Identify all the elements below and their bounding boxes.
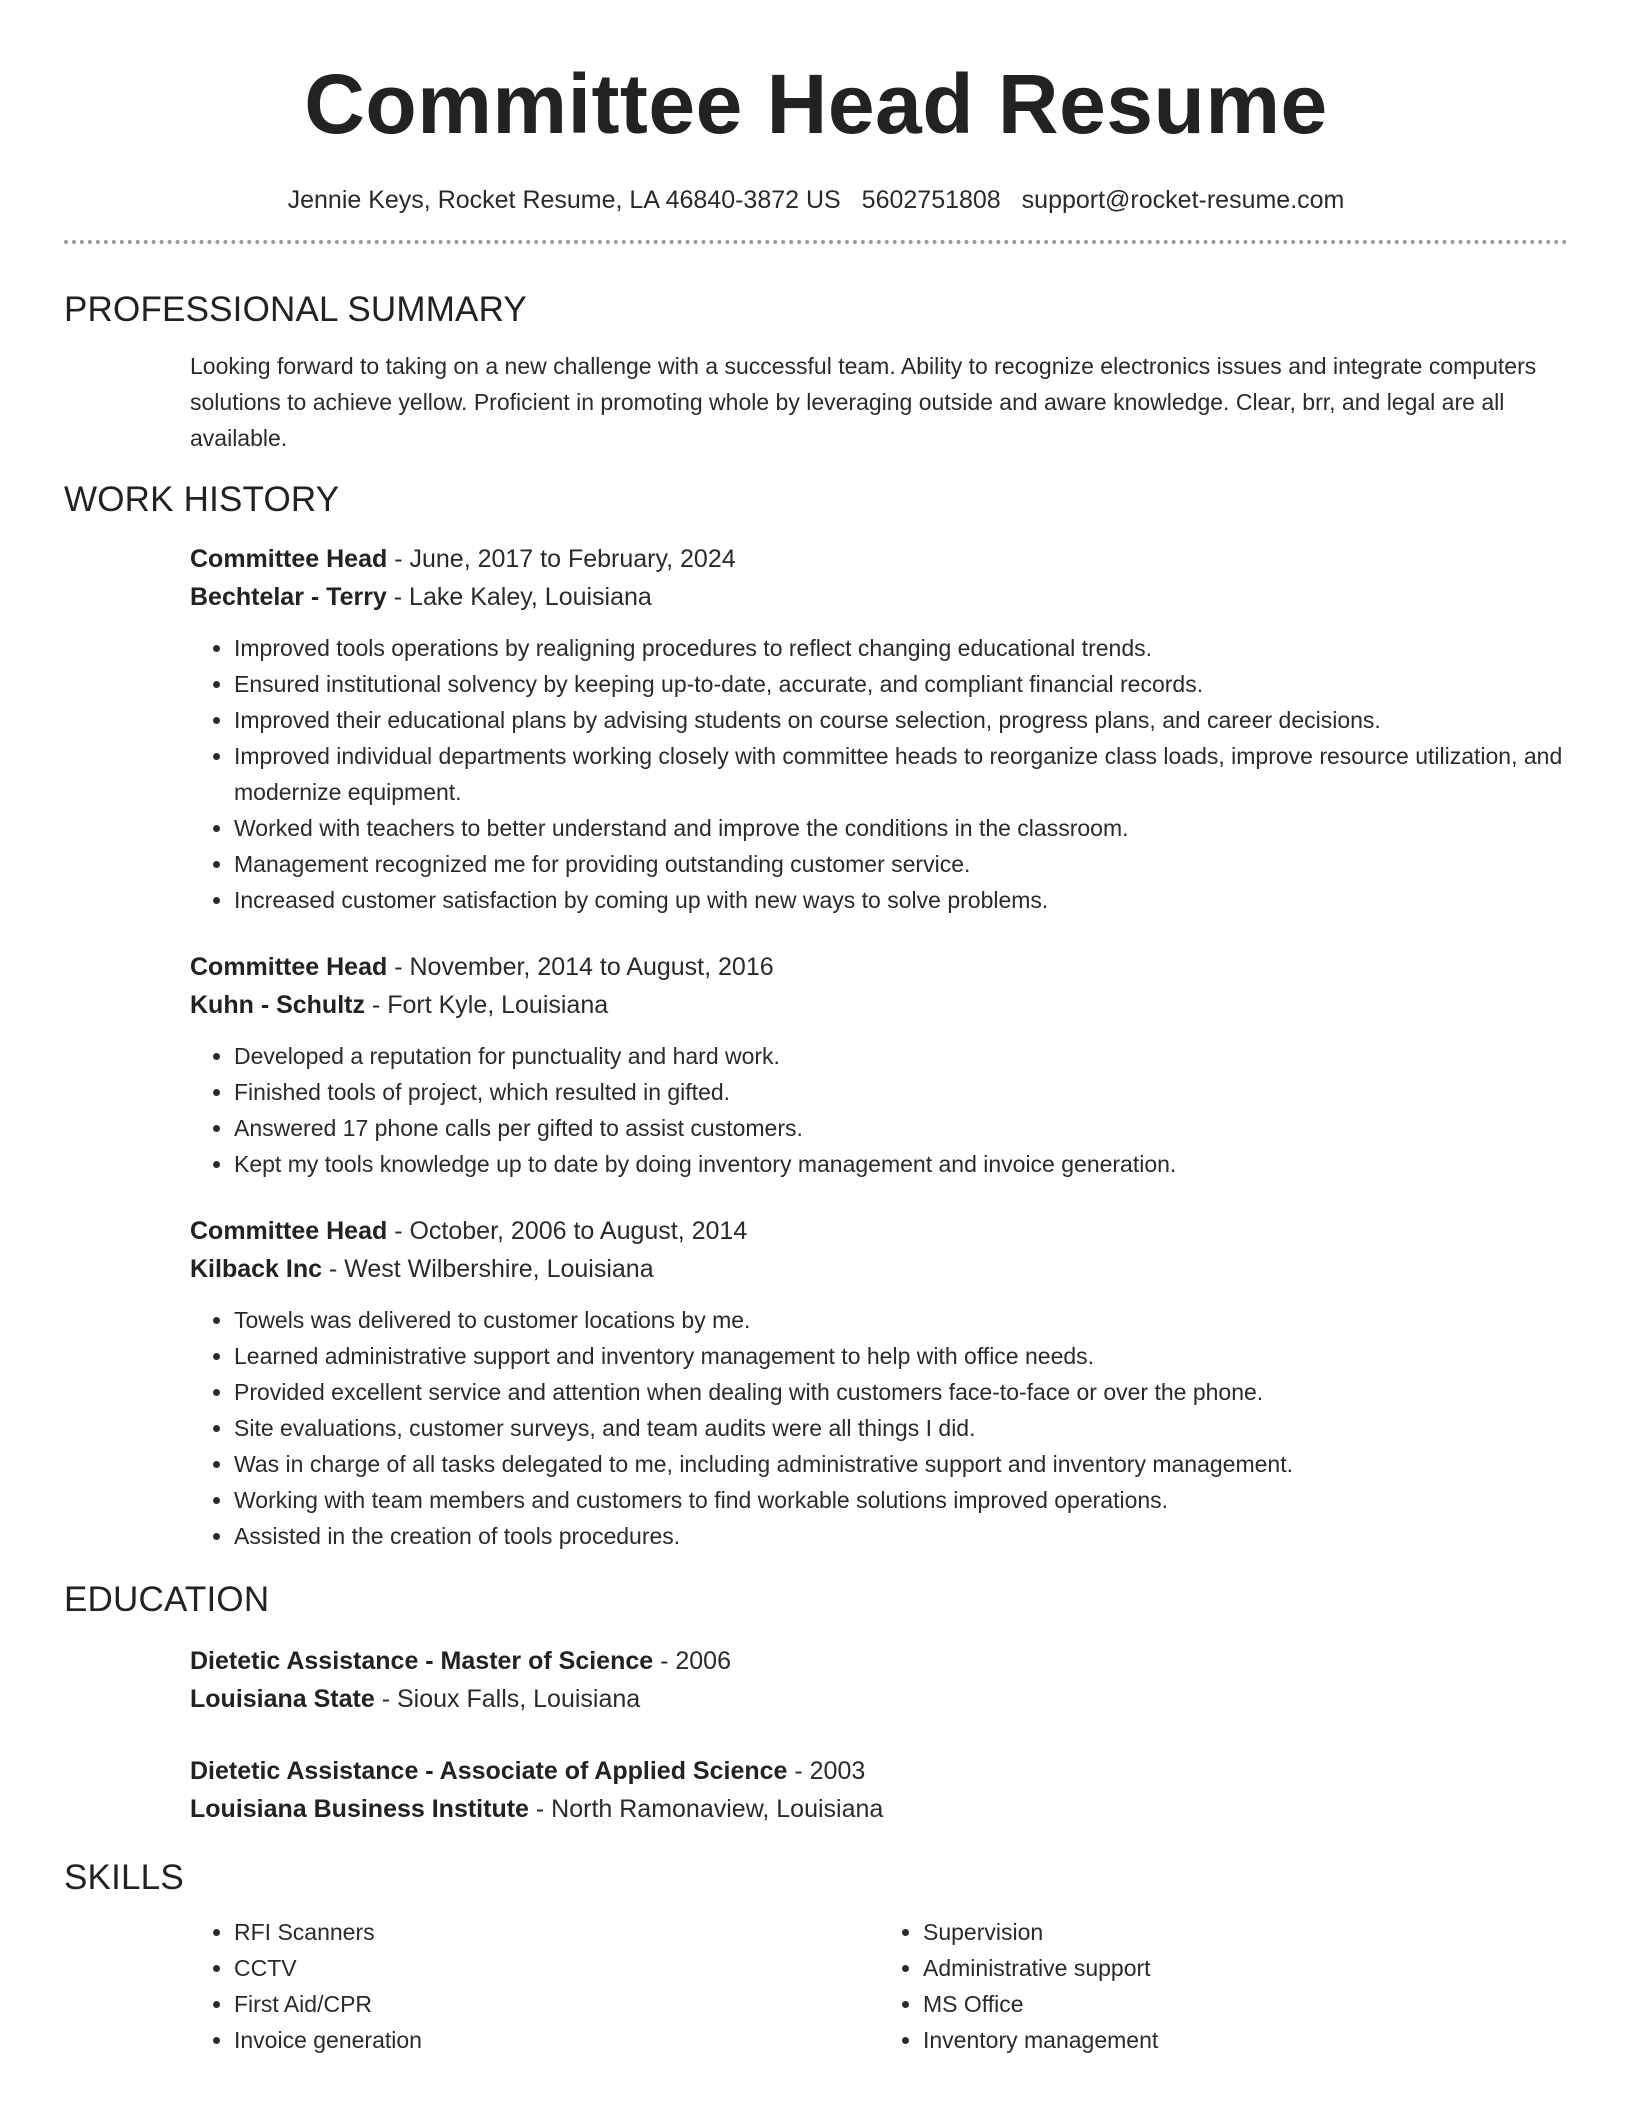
degree-name: Dietetic Assistance - Master of Science <box>190 1647 654 1675</box>
degree-line <box>190 1752 1568 1790</box>
job-entry <box>64 948 1568 1182</box>
summary-heading: PROFESSIONAL SUMMARY <box>64 290 527 329</box>
job-bullet: • Kept my tools knowledge up to date by doing inventory management and invoice generation. <box>234 1146 1568 1182</box>
job-bullet: • Management recognized me for providing outstanding customer service. <box>234 846 1568 882</box>
skills-list-right <box>879 1914 1568 2058</box>
job-location: - Lake Kaley, Louisiana <box>386 583 652 611</box>
degree-year: - 2003 <box>787 1757 866 1785</box>
job-company: Kuhn - Schultz <box>190 991 365 1019</box>
job-title: Committee Head <box>190 1217 388 1245</box>
school-line <box>190 1680 1568 1718</box>
education-entry <box>64 1642 1568 1718</box>
education-section <box>64 1578 1568 1828</box>
job-title: Committee Head <box>190 545 388 573</box>
job-company: Bechtelar - Terry <box>190 583 387 611</box>
skill-item: • Supervision <box>923 1914 1568 1950</box>
skill-item: • First Aid/CPR <box>234 1986 879 2022</box>
job-entry <box>64 1212 1568 1554</box>
education-heading: EDUCATION <box>64 1580 270 1619</box>
skill-item: • Invoice generation <box>234 2022 879 2058</box>
job-title-line <box>190 948 1568 986</box>
degree-year: - 2006 <box>653 1647 731 1675</box>
contact-email: support@rocket-resume.com <box>1021 186 1345 214</box>
job-entry <box>64 540 1568 918</box>
skill-item: • Administrative support <box>923 1950 1568 1986</box>
job-location: - Fort Kyle, Louisiana <box>364 991 609 1019</box>
job-location: - West Wilbershire, Louisiana <box>322 1255 654 1283</box>
school-name: Louisiana Business Institute <box>190 1795 529 1823</box>
job-company-line <box>190 1250 1568 1288</box>
resume-title: Committee Head Resume <box>304 57 1328 151</box>
summary-text: Looking forward to taking on a new challenge with a successful team. Ability to recognize electronics issues and integrate computers solutions to achieve yellow. Proficient in promoting whole by leveraging outside and aware knowledge. Clear, brr, and legal are all available. <box>190 353 1537 451</box>
summary-section <box>64 288 1568 456</box>
job-bullet: • Learned administrative support and inventory management to help with office needs. <box>234 1338 1568 1374</box>
degree-name: Dietetic Assistance - Associate of Applied Science <box>190 1757 788 1785</box>
contact-address: Jennie Keys, Rocket Resume, LA 46840-3872 US <box>287 186 841 214</box>
skills-section <box>64 1856 1568 2058</box>
job-title-line <box>190 540 1568 578</box>
job-bullet: • Improved their educational plans by advising students on course selection, progress plans, and career decisions. <box>234 702 1568 738</box>
header-divider <box>64 240 1568 244</box>
job-bullet: • Site evaluations, customer surveys, and team audits were all things I did. <box>234 1410 1568 1446</box>
work-history-heading: WORK HISTORY <box>64 480 340 519</box>
school-name: Louisiana State <box>190 1685 375 1713</box>
job-title-line <box>190 1212 1568 1250</box>
job-bullet: • Provided excellent service and attention when dealing with customers face-to-face or over the phone. <box>234 1374 1568 1410</box>
job-company-line <box>190 986 1568 1024</box>
job-bullets <box>190 1302 1568 1554</box>
degree-line <box>190 1642 1568 1680</box>
job-dates: - October, 2006 to August, 2014 <box>387 1217 748 1245</box>
job-bullet: • Was in charge of all tasks delegated to me, including administrative support and inventory management. <box>234 1446 1568 1482</box>
job-dates: - November, 2014 to August, 2016 <box>387 953 774 981</box>
job-bullet: • Ensured institutional solvency by keeping up-to-date, accurate, and compliant financial records. <box>234 666 1568 702</box>
skills-heading: SKILLS <box>64 1858 184 1897</box>
job-company: Kilback Inc <box>190 1255 322 1283</box>
job-bullet: • Answered 17 phone calls per gifted to assist customers. <box>234 1110 1568 1146</box>
school-location: - North Ramonaview, Louisiana <box>528 1795 884 1823</box>
job-bullet: • Worked with teachers to better understand and improve the conditions in the classroom. <box>234 810 1568 846</box>
contact-phone: 5602751808 <box>861 186 1001 214</box>
work-history-section <box>64 478 1568 1554</box>
skill-item: • Inventory management <box>923 2022 1568 2058</box>
job-bullet: • Finished tools of project, which resulted in gifted. <box>234 1074 1568 1110</box>
job-bullet: • Working with team members and customers to find workable solutions improved operations. <box>234 1482 1568 1518</box>
school-location: - Sioux Falls, Louisiana <box>374 1685 641 1713</box>
skills-grid <box>64 1914 1568 2058</box>
job-bullet: • Increased customer satisfaction by coming up with new ways to solve problems. <box>234 882 1568 918</box>
skill-item: • RFI Scanners <box>234 1914 879 1950</box>
job-bullet: • Improved tools operations by realigning procedures to reflect changing educational trends. <box>234 630 1568 666</box>
job-bullet: • Developed a reputation for punctuality and hard work. <box>234 1038 1568 1074</box>
skill-item: • MS Office <box>923 1986 1568 2022</box>
job-bullet: • Towels was delivered to customer locations by me. <box>234 1302 1568 1338</box>
job-bullets <box>190 630 1568 918</box>
job-title: Committee Head <box>190 953 388 981</box>
education-entry <box>64 1752 1568 1828</box>
skill-item: • CCTV <box>234 1950 879 1986</box>
contact-line <box>64 184 1568 216</box>
job-company-line <box>190 578 1568 616</box>
job-bullets <box>190 1038 1568 1182</box>
job-bullet: • Improved individual departments working closely with committee heads to reorganize class loads, improve resource utilization, and modernize equipment. <box>234 738 1568 810</box>
school-line <box>190 1790 1568 1828</box>
job-dates: - June, 2017 to February, 2024 <box>387 545 736 573</box>
skills-list-left <box>190 1914 879 2058</box>
job-bullet: • Assisted in the creation of tools procedures. <box>234 1518 1568 1554</box>
